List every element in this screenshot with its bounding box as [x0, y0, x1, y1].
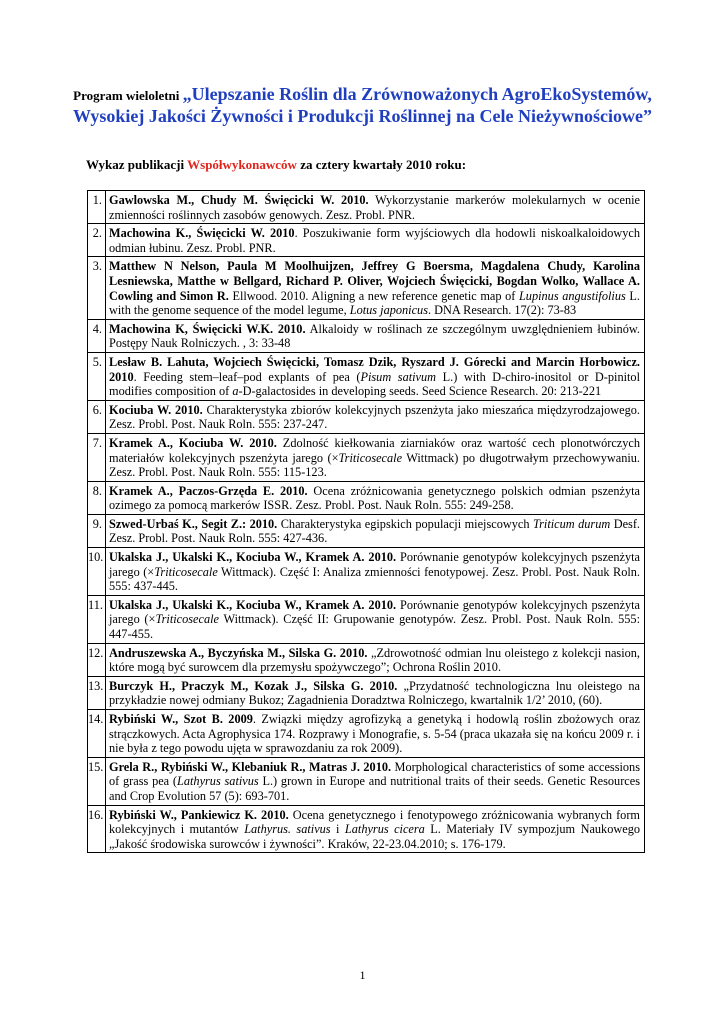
- publication-text: Wittmack). Część I: Analiza zmienności fenotypowej. Zesz. Probl. Post. Nauk Roln. 555: 437-445.: [109, 564, 640, 594]
- publication-species-name: Triticum durum: [532, 516, 611, 531]
- publication-text: Morphological characteristics of some accessions of grass pea (: [109, 759, 640, 789]
- publication-text: Porównanie genotypów kolekcyjnych pszenżyta jarego (×: [109, 597, 640, 627]
- publication-species-name: Pisum sativum: [360, 369, 437, 384]
- publication-citation: [106, 319, 645, 352]
- publication-text: -D-galactosides in developing seeds. Seed Science Research. 20: 213-221: [238, 384, 602, 399]
- publication-row: [88, 757, 645, 805]
- publication-authors: Kramek A., Kociuba W. 2010.: [109, 435, 277, 450]
- publication-number: 1.: [88, 191, 106, 224]
- publication-text: L.) with D-chiro-inositol or D-pinitol modifies composition of: [109, 369, 640, 399]
- publication-citation: [106, 400, 645, 433]
- publication-citation: [106, 257, 645, 319]
- publication-row: [88, 319, 645, 352]
- publication-number: 6.: [88, 400, 106, 433]
- publications-table-body: [88, 191, 645, 853]
- publication-row: [88, 676, 645, 709]
- publication-species-name: Lupinus angustifolius: [518, 288, 626, 303]
- publication-row: [88, 433, 645, 481]
- publication-text: Charakterystyka zbiorów kolekcyjnych pszenżyta jako mieszańca międzyrodzajowego. Zesz. Probl. Post. Nauk Roln. 555: 237-247.: [109, 402, 640, 432]
- publication-row: [88, 710, 645, 758]
- program-title: [60, 84, 665, 128]
- publication-number: 5.: [88, 352, 106, 400]
- publication-row: [88, 224, 645, 257]
- page-number: 1: [359, 968, 366, 982]
- intro-before: Wykaz publikacji: [86, 157, 188, 172]
- publication-text: Alkaloidy w roślinach ze szczególnym uwzględnieniem łubinów. Postępy Nauk Rolniczych. , 3: 33-48: [109, 321, 641, 351]
- publication-citation: [106, 224, 645, 257]
- publication-citation: [106, 191, 645, 224]
- publication-text: i: [330, 822, 345, 837]
- publication-species-name: Lotus japonicus: [349, 303, 428, 318]
- publication-text: . Związki między agrofizyką a genetyką i hodowlą roślin zbożowych oraz strączkowych. Acta Agrophysica 174. Rozprawy i Monografie, s. 5-54 (praca ukazała się na końcu 2009 r. i nie była z tego powodu ujęta w sprawozdaniu za rok 2009).: [109, 712, 640, 756]
- publication-text: L. with the genome sequence of the model legume,: [109, 288, 640, 318]
- publication-text: L.) grown in Europe and nutritional traits of their seeds. Genetic Resources and Crop Evolution 57 (5): 693-701.: [109, 774, 641, 803]
- publication-authors: Burczyk H., Praczyk M., Kozak J., Silska G. 2010.: [109, 678, 398, 693]
- publication-row: [88, 643, 645, 676]
- publication-authors: Szwed-Urbaś K., Segit Z.: 2010.: [109, 516, 278, 531]
- publication-text: Ocena genetycznego i fenotypowego zróżnicowania wybranych form kolekcyjnych i mutantów: [109, 807, 640, 837]
- publication-authors: Andruszewska A., Byczyńska M., Silska G. 2010.: [109, 645, 368, 660]
- publication-authors: Rybiński W., Pankiewicz K. 2010.: [109, 807, 289, 822]
- publication-number: 3.: [88, 257, 106, 319]
- publication-citation: [106, 643, 645, 676]
- publication-species-name: Triticosecale: [155, 612, 219, 627]
- publication-authors: Kramek A., Paczos-Grzęda E. 2010.: [109, 483, 308, 498]
- publications-intro: [86, 157, 466, 173]
- publication-row: [88, 805, 645, 853]
- publication-authors: Kociuba W. 2010.: [109, 402, 203, 417]
- publication-row: [88, 514, 645, 547]
- publication-citation: [106, 514, 645, 547]
- publication-authors: Gawlowska M., Chudy M. Święcicki W. 2010.: [109, 193, 369, 207]
- publication-authors: Machowina K., Święcicki W. 2010: [109, 226, 295, 241]
- publication-authors: Ukalska J., Ukalski K., Kociuba W., Kramek A. 2010.: [109, 550, 397, 565]
- publication-number: 14.: [88, 710, 106, 758]
- publication-number: 13.: [88, 676, 106, 709]
- publication-number: 7.: [88, 433, 106, 481]
- publication-number: 4.: [88, 319, 106, 352]
- publication-row: [88, 352, 645, 400]
- publication-species-name: Lathyrus cicera: [344, 822, 425, 837]
- publication-citation: [106, 676, 645, 709]
- publication-citation: [106, 548, 645, 596]
- publication-text: . Feeding stem–leaf–pod explants of pea (: [133, 369, 361, 384]
- publication-row: [88, 548, 645, 596]
- publication-row: [88, 257, 645, 319]
- publication-text: „Przydatność technologiczna lnu oleistego na przykładzie nowej odmiany Bukoz; Zagadnienia Doradztwa Rolniczego, kwartalnik 1/2’ 2010, (60).: [109, 678, 640, 708]
- publication-text: Wittmack). Część II: Grupowanie genotypów. Zesz. Probl. Post. Nauk Roln. 555: 447-455.: [109, 612, 640, 642]
- publication-authors: Machowina K, Święcicki W.K. 2010.: [109, 321, 306, 336]
- publication-citation: [106, 805, 645, 853]
- publication-row: [88, 400, 645, 433]
- publication-number: 11.: [88, 595, 106, 643]
- publication-authors: Ukalska J., Ukalski K., Kociuba W., Kramek A. 2010.: [109, 597, 397, 612]
- publication-text: Porównanie genotypów kolekcyjnych pszenżyta jarego (×: [109, 550, 640, 579]
- publication-species-name: Triticosecale: [338, 450, 403, 465]
- publication-text: Charakterystyka egipskich populacji miejscowych: [277, 516, 533, 531]
- publication-number: 8.: [88, 481, 106, 514]
- publication-number: 2.: [88, 224, 106, 257]
- publication-row: [88, 595, 645, 643]
- publication-species-name: Triticosecale: [154, 564, 218, 579]
- publication-text: „Zdrowotność odmian lnu oleistego z kolekcji nasion, które mogą być surowcem dla przemysłu spożywczego”; Ochrona Roślin 2010.: [109, 645, 640, 675]
- publication-authors: Grela R., Rybiński W., Klebaniuk R., Matras J. 2010.: [109, 759, 392, 774]
- publication-text: Zdolność kiełkowania ziarniaków oraz wartość cech plonotwórczych materiałów kolekcyjnych pszenżyta jarego (×: [109, 435, 640, 465]
- publication-species-name: Lathyrus. sativus: [244, 822, 331, 837]
- intro-highlight: Współwykonawców: [187, 157, 297, 172]
- publication-citation: [106, 595, 645, 643]
- publication-text: Ocena zróżnicowania genetycznego polskich odmian pszenżyta ozimego za pomocą markerów ISSR. Zesz. Probl. Post. Nauk Roln. 555: 249-258.: [109, 483, 641, 513]
- publication-citation: [106, 352, 645, 400]
- publication-number: 9.: [88, 514, 106, 547]
- publication-row: [88, 191, 645, 224]
- publication-text: L. Materiały IV sympozjum Naukowego „Jakość środowiska surowców i żywności”. Kraków, 22-23.04.2010; s. 176-179.: [109, 822, 640, 851]
- program-title-lead: Program wieloletni: [73, 88, 183, 103]
- publication-authors: Matthew N Nelson, Paula M Moolhuijzen, Jeffrey G Boersma, Magdalena Chudy, Karolina Lesniewska, Matthe w Bellgard, Richard P. Oliver, Wojciech Święcicki, Bogdan Wolko, Wallace A. Cowling and Simon R.: [109, 259, 640, 303]
- publication-species-name: Lathyrus sativus: [177, 774, 259, 789]
- publication-text: . Poszukiwanie form wyjściowych dla hodowli niskoalkaloidowych odmian łubinu. Zesz. Probl. PNR.: [109, 226, 640, 255]
- publication-citation: [106, 710, 645, 758]
- intro-after: za cztery kwartały 2010 roku:: [296, 157, 467, 172]
- publication-authors: Rybiński W., Szot B. 2009: [109, 712, 253, 726]
- publication-citation: [106, 481, 645, 514]
- publication-text: Ellwood. 2010. Aligning a new reference genetic map of: [228, 288, 519, 303]
- publication-text: Wittmack) po długotrwałym przechowywaniu. Zesz. Probl. Post. Nauk Roln. 555: 115-123.: [109, 450, 640, 480]
- publication-number: 16.: [88, 805, 106, 853]
- publication-species-name: a: [232, 384, 239, 399]
- publication-number: 10.: [88, 548, 106, 596]
- publication-text: . DNA Research. 17(2): 73-83: [427, 303, 577, 318]
- publication-text: Wykorzystanie markerów molekularnych w ocenie zmienności roślinnych zasobów genowych. Zesz. Probl. PNR.: [109, 193, 640, 222]
- publication-text: Desf. Zesz. Probl. Post. Nauk Roln. 555: 427-436.: [109, 516, 640, 546]
- program-title-main: „Ulepszanie Roślin dla Zrównoważonych AgroEkoSystemów, Wysokiej Jakości Żywności i Produkcji Roślinnej na Cele Nieżywnościowe”: [73, 84, 652, 126]
- publication-number: 12.: [88, 643, 106, 676]
- publication-citation: [106, 757, 645, 805]
- publication-row: [88, 481, 645, 514]
- publication-citation: [106, 433, 645, 481]
- publications-table: [87, 190, 645, 853]
- publication-authors: Lesław B. Lahuta, Wojciech Święcicki, Tomasz Dzik, Ryszard J. Górecki and Marcin Horbowicz. 2010: [109, 354, 640, 384]
- publication-number: 15.: [88, 757, 106, 805]
